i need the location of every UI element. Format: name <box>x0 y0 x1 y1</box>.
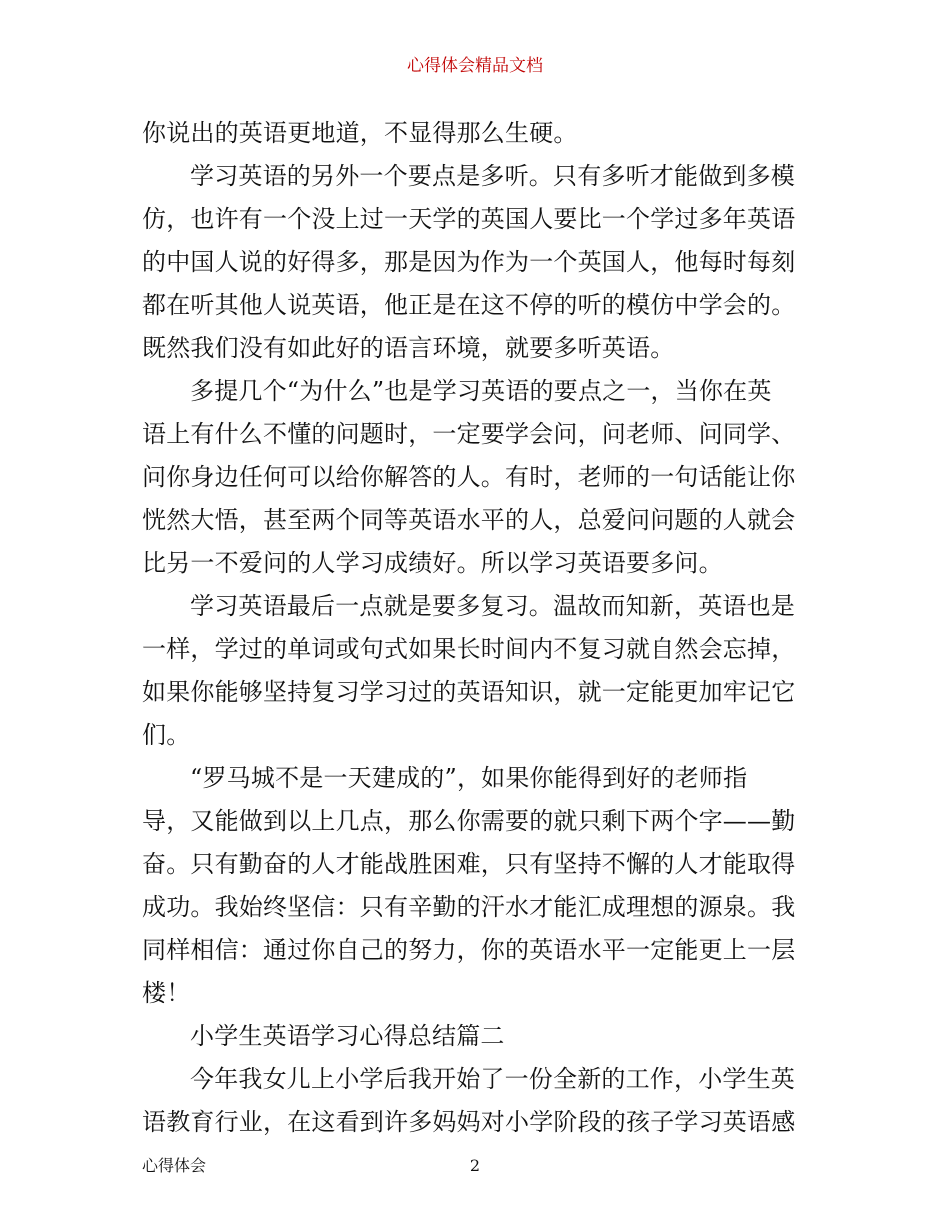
footer-label: 心得体会 <box>142 1156 207 1175</box>
text-line: 恍然大悟，甚至两个同等英语水平的人，总爱问问题的人就会 <box>142 506 796 534</box>
document-header-title: 心得体会精品文档 <box>407 56 543 76</box>
text-line: 学习英语最后一点就是要多复习。温故而知新，英语也是 <box>190 592 795 620</box>
text-line: 成功。我始终坚信：只有辛勤的汗水才能汇成理想的源泉。我 <box>142 893 796 921</box>
text-line: 小学生英语学习心得总结篇二 <box>190 1022 505 1050</box>
text-line: 楼！ <box>142 979 191 1007</box>
text-line: 语上有什么不懂的问题时，一定要学会问，问老师、问同学、 <box>142 420 796 448</box>
text-line: 既然我们没有如此好的语言环境，就要多听英语。 <box>142 334 675 362</box>
text-line: 同样相信：通过你自己的努力，你的英语水平一定能更上一层 <box>142 936 796 964</box>
text-line: 比另一不爱问的人学习成绩好。所以学习英语要多问。 <box>142 549 723 577</box>
text-line: 今年我女儿上小学后我开始了一份全新的工作，小学生英 <box>190 1065 795 1093</box>
text-line: 仿，也许有一个没上过一天学的英国人要比一个学过多年英语 <box>142 205 796 233</box>
text-line: 的中国人说的好得多，那是因为作为一个英国人，他每时每刻 <box>142 248 796 276</box>
text-line: 语教育行业，在这看到许多妈妈对小学阶段的孩子学习英语感 <box>142 1108 796 1136</box>
page-number: 2 <box>469 1156 481 1175</box>
text-line: 们。 <box>142 721 191 749</box>
text-line: 奋。只有勤奋的人才能战胜困难，只有坚持不懈的人才能取得 <box>142 850 796 878</box>
text-line: 学习英语的另外一个要点是多听。只有多听才能做到多模 <box>190 162 795 190</box>
text-line: “罗马城不是一天建成的”，如果你能得到好的老师指 <box>190 764 748 792</box>
text-line: 导，又能做到以上几点，那么你需要的就只剩下两个字——勤 <box>142 807 796 835</box>
text-line: 一样，学过的单词或句式如果长时间内不复习就自然会忘掉， <box>142 635 796 663</box>
text-line: 如果你能够坚持复习学习过的英语知识，就一定能更加牢记它 <box>142 678 796 706</box>
text-line: 多提几个“为什么”也是学习英语的要点之一，当你在英 <box>190 377 772 405</box>
text-line: 你说出的英语更地道，不显得那么生硬。 <box>142 119 578 147</box>
document-body <box>142 112 810 1144</box>
text-line: 问你身边任何可以给你解答的人。有时，老师的一句话能让你 <box>142 463 796 491</box>
text-line: 都在听其他人说英语，他正是在这不停的听的模仿中学会的。 <box>142 291 796 319</box>
